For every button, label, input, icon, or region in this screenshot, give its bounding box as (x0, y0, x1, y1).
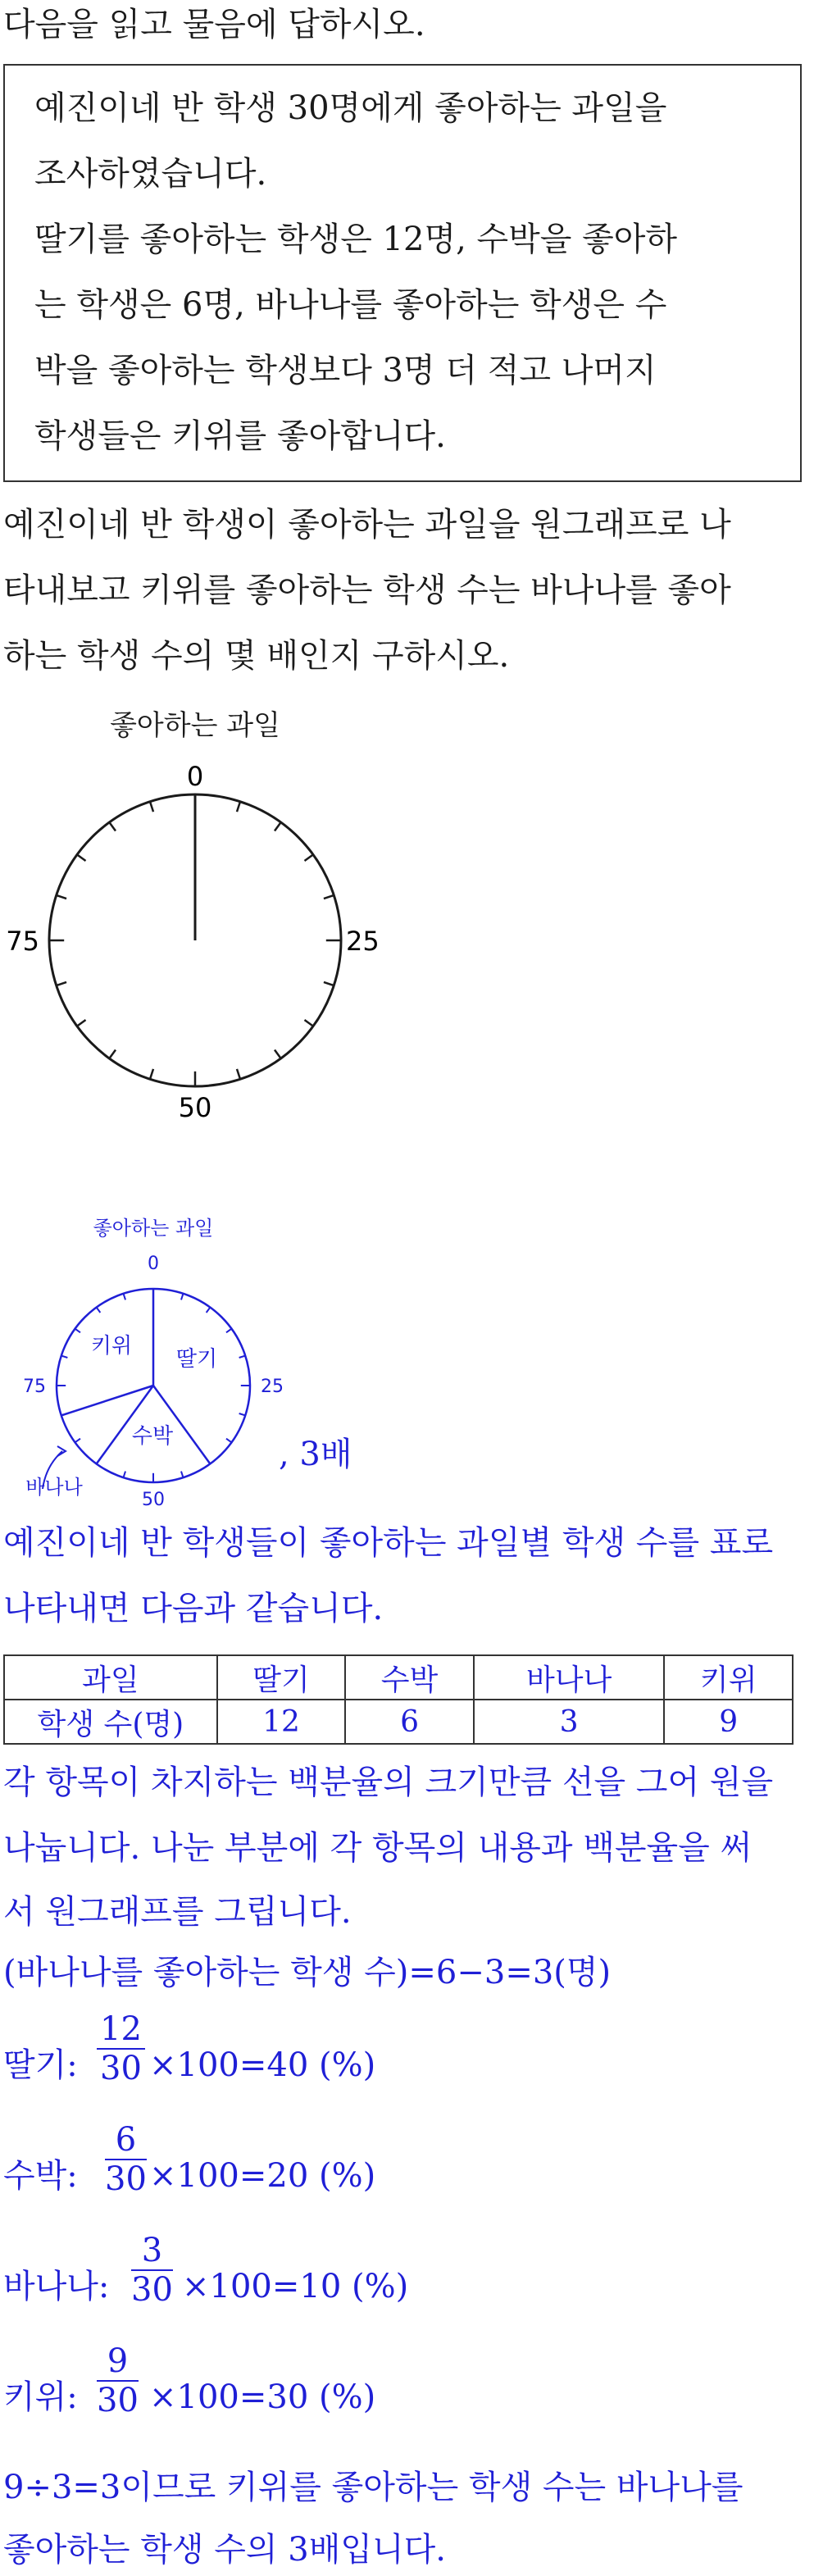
calc-fraction (97, 2010, 145, 2087)
calc-fraction (131, 2232, 173, 2309)
tick-mark (304, 854, 313, 861)
answer-label-75: 75 (23, 1377, 46, 1397)
fraction-numerator: 9 (97, 2342, 139, 2382)
calc-label: 키위: (3, 2378, 78, 2416)
student-count-table (3, 1654, 794, 1745)
tick-mark (324, 982, 334, 985)
fraction-numerator: 6 (105, 2121, 147, 2160)
fraction-denominator: 30 (97, 2382, 139, 2419)
slice-divider-키위 (61, 1386, 153, 1415)
blank-pie-chart (0, 697, 459, 1140)
table-header-cell: 수박 (345, 1655, 474, 1700)
box-line: 박을 좋아하는 학생보다 3명 더 적고 나머지 (34, 352, 657, 389)
fraction-denominator: 30 (100, 2050, 142, 2087)
answer-label-0: 0 (148, 1254, 159, 1274)
tick-mark (57, 982, 66, 985)
box-line: 학생들은 키위를 좋아합니다. (34, 417, 446, 455)
conclusion-line: 9÷3=3이므로 키위를 좋아하는 학생 수는 바나나를 (3, 2469, 744, 2506)
calc-result: ×100=30 (%) (149, 2378, 376, 2416)
box-line: 조사하였습니다. (34, 155, 267, 193)
box-line: 예진이네 반 학생 30명에게 좋아하는 과일을 (34, 89, 667, 127)
box-line: 는 학생은 6명, 바나나를 좋아하는 학생은 수 (34, 286, 667, 324)
blank-chart-title: 좋아하는 과일 (110, 709, 280, 742)
table-header-cell: 딸기 (217, 1655, 346, 1700)
calc-label: 바나나: (3, 2268, 110, 2305)
fraction-denominator: 30 (105, 2160, 147, 2198)
calc-result: ×100=10 (%) (182, 2268, 409, 2305)
blank-label-50: 50 (178, 1092, 212, 1123)
tick-mark (109, 1049, 116, 1058)
answer-label-25: 25 (261, 1377, 284, 1397)
fraction-numerator: 3 (131, 2232, 173, 2271)
blank-label-75: 75 (6, 926, 39, 957)
calc-result: ×100=20 (%) (149, 2157, 376, 2195)
tick-mark (150, 1069, 153, 1079)
calc-fraction (97, 2342, 139, 2419)
box-line: 딸기를 좋아하는 학생은 12명, 수박을 좋아하 (34, 221, 678, 258)
explain-line: 서 원그래프를 그립니다. (3, 1893, 352, 1931)
calc-label: 수박: (3, 2157, 78, 2195)
table-cell: 6 (345, 1700, 474, 1744)
answer-chart-title: 좋아하는 과일 (93, 1217, 214, 1240)
table-header-row (4, 1655, 793, 1700)
conclusion-line: 좋아하는 학생 수의 3배입니다. (3, 2531, 446, 2569)
slice-label-banana: 바나나 (25, 1476, 83, 1499)
explain-line: (바나나를 좋아하는 학생 수)=6−3=3(명) (3, 1954, 612, 1991)
table-cell: 3 (474, 1700, 665, 1744)
table-cell: 학생 수(명) (4, 1700, 217, 1744)
solution-line: 나타내면 다음과 같습니다. (3, 1590, 384, 1627)
slice-label-strawberry: 딸기 (175, 1347, 218, 1372)
question-line: 타내보고 키위를 좋아하는 학생 수는 바나나를 좋아 (3, 571, 731, 609)
question-line: 예진이네 반 학생이 좋아하는 과일을 원그래프로 나 (3, 506, 731, 544)
solution-line: 예진이네 반 학생들이 좋아하는 과일별 학생 수를 표로 (3, 1524, 774, 1562)
table-header-cell: 바나나 (474, 1655, 665, 1700)
tick-mark (77, 854, 86, 861)
tick-mark (275, 1049, 281, 1058)
slice-label-kiwi: 키위 (90, 1334, 133, 1359)
tick-mark (150, 802, 153, 812)
table-cell: 9 (664, 1700, 793, 1744)
tick-mark (304, 1020, 313, 1026)
table-header-cell: 과일 (4, 1655, 217, 1700)
fraction-denominator: 30 (131, 2271, 173, 2309)
tick-mark (109, 822, 116, 831)
table-header-cell: 키위 (664, 1655, 793, 1700)
tick-mark (275, 822, 281, 831)
table-row (4, 1700, 793, 1744)
calc-result: ×100=40 (%) (149, 2046, 376, 2084)
answer-label-50: 50 (142, 1490, 165, 1509)
question-line: 하는 학생 수의 몇 배인지 구하시오. (3, 637, 510, 675)
table-cell: 12 (217, 1700, 346, 1744)
tick-mark (237, 1069, 240, 1079)
calc-fraction (105, 2121, 147, 2198)
answer-text: , 3배 (279, 1436, 352, 1473)
tick-mark (324, 895, 334, 899)
explain-line: 각 항목이 차지하는 백분율의 크기만큼 선을 그어 원을 (3, 1764, 774, 1801)
blank-label-25: 25 (346, 926, 380, 957)
blank-label-0: 0 (186, 761, 204, 792)
tick-mark (57, 895, 66, 899)
fraction-numerator: 12 (97, 2010, 145, 2050)
answer-pie-chart (0, 1205, 295, 1509)
slice-label-watermelon: 수박 (131, 1424, 174, 1449)
instruction: 다음을 읽고 물음에 답하시오. (3, 6, 425, 43)
calc-label: 딸기: (3, 2046, 78, 2084)
tick-mark (237, 802, 240, 812)
explain-line: 나눕니다. 나눈 부분에 각 항목의 내용과 백분율을 써 (3, 1829, 753, 1867)
tick-mark (77, 1020, 86, 1026)
problem-box (3, 64, 802, 482)
